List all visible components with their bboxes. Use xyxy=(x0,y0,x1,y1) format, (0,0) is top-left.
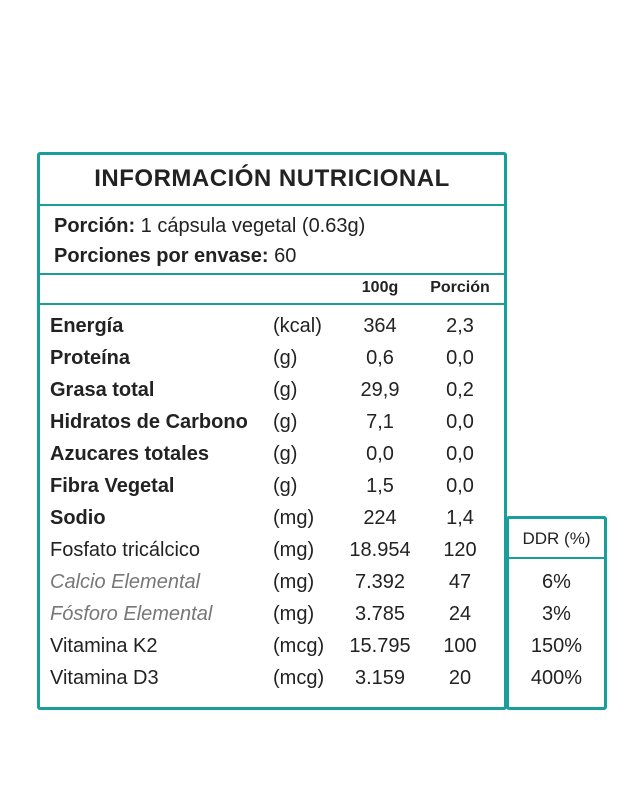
value-100g: 15.795 xyxy=(349,635,411,657)
nutrient-unit: (mg) xyxy=(273,571,315,593)
value-100g: 0,0 xyxy=(366,443,394,465)
nutrient-name: Calcio Elemental xyxy=(50,571,201,593)
servings-per-container xyxy=(54,245,296,268)
column-header-portion: Porción xyxy=(430,279,490,296)
value-portion: 0,0 xyxy=(446,475,474,497)
nutrient-name: Grasa total xyxy=(50,379,155,401)
nutrient-unit: (mg) xyxy=(273,539,315,561)
nutrient-unit: (g) xyxy=(273,443,298,465)
nutrient-name: Vitamina D3 xyxy=(50,667,159,689)
value-100g: 224 xyxy=(363,507,397,529)
nutrient-unit: (mcg) xyxy=(273,635,325,657)
table-row xyxy=(40,507,504,539)
ddr-value: 400% xyxy=(530,667,583,689)
table-row xyxy=(40,635,504,667)
table-row xyxy=(40,603,504,635)
nutrient-name: Hidratos de Carbono xyxy=(50,411,248,433)
servings-value: 60 xyxy=(268,245,297,267)
nutrition-table xyxy=(37,152,507,710)
value-100g: 29,9 xyxy=(360,379,400,401)
table-row xyxy=(40,475,504,507)
nutrient-name: Energía xyxy=(50,315,124,337)
value-portion: 120 xyxy=(443,539,477,561)
value-100g: 3.159 xyxy=(354,667,406,689)
nutrient-unit: (mg) xyxy=(273,603,315,625)
nutrient-unit: (mcg) xyxy=(273,667,325,689)
serving-size-label: Porción: xyxy=(54,215,136,237)
table-row xyxy=(40,571,504,603)
nutrient-name: Fibra Vegetal xyxy=(50,475,175,497)
table-row xyxy=(40,667,504,699)
serving-size-value: 1 cápsula vegetal (0.63g) xyxy=(135,215,366,237)
nutrient-unit: (g) xyxy=(273,411,298,433)
servings-label: Porciones por envase: xyxy=(54,245,269,267)
table-row xyxy=(40,347,504,379)
divider xyxy=(40,273,504,275)
table-row xyxy=(40,411,504,443)
nutrient-name: Fósforo Elemental xyxy=(50,603,213,625)
nutrient-name: Sodio xyxy=(50,507,106,529)
value-portion: 24 xyxy=(448,603,472,625)
value-portion: 20 xyxy=(448,667,472,689)
value-100g: 7.392 xyxy=(354,571,406,593)
value-portion: 0,2 xyxy=(446,379,474,401)
nutrient-unit: (mg) xyxy=(273,507,315,529)
nutrient-name: Proteína xyxy=(50,347,131,369)
nutrient-unit: (g) xyxy=(273,379,298,401)
ddr-value: 3% xyxy=(542,603,571,625)
divider xyxy=(40,204,504,206)
table-title: INFORMACIÓN NUTRICIONAL xyxy=(94,165,450,192)
nutrient-unit: (g) xyxy=(273,347,298,369)
ddr-value: 150% xyxy=(530,635,583,657)
ddr-table xyxy=(506,516,607,710)
value-100g: 0,6 xyxy=(366,347,394,369)
nutrient-name: Azucares totales xyxy=(50,443,209,465)
value-portion: 100 xyxy=(443,635,477,657)
value-100g: 18.954 xyxy=(349,539,411,561)
value-portion: 2,3 xyxy=(446,315,474,337)
value-portion: 47 xyxy=(448,571,472,593)
value-portion: 0,0 xyxy=(446,443,474,465)
column-header-100g: 100g xyxy=(361,279,399,296)
serving-size xyxy=(54,215,365,238)
value-portion: 1,4 xyxy=(446,507,474,529)
nutrient-name: Fosfato tricálcico xyxy=(50,539,201,561)
ddr-header: DDR (%) xyxy=(522,529,591,548)
value-portion: 0,0 xyxy=(446,411,474,433)
nutrient-name: Vitamina K2 xyxy=(50,635,158,657)
table-row xyxy=(40,443,504,475)
divider xyxy=(509,557,604,559)
table-row xyxy=(40,539,504,571)
value-portion: 0,0 xyxy=(446,347,474,369)
divider xyxy=(40,303,504,305)
value-100g: 1,5 xyxy=(366,475,394,497)
nutrient-unit: (kcal) xyxy=(273,315,322,337)
value-100g: 7,1 xyxy=(366,411,394,433)
table-row xyxy=(40,379,504,411)
table-row xyxy=(40,315,504,347)
ddr-value: 6% xyxy=(542,571,571,593)
nutrient-unit: (g) xyxy=(273,475,298,497)
value-100g: 364 xyxy=(363,315,397,337)
value-100g: 3.785 xyxy=(354,603,406,625)
